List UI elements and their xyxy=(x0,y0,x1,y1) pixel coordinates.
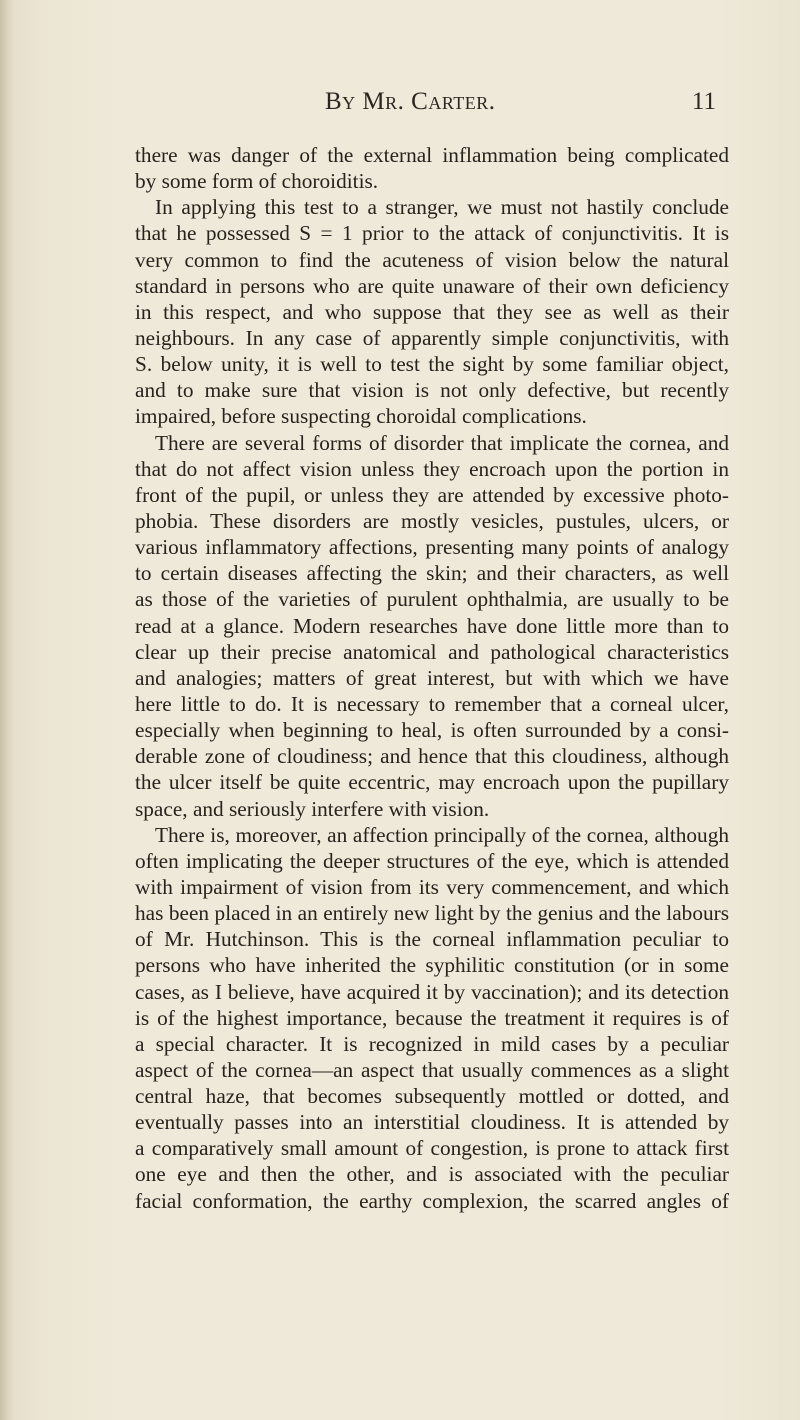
text-line: here little to do. It is necessary to remember that a corneal ulcer, xyxy=(135,691,729,716)
text-line: clear up their precise anatomical and pathological characteristics xyxy=(135,639,729,664)
text-line: and analogies; matters of great interest, but with which we have xyxy=(135,665,729,690)
text-line: standard in persons who are quite unaware of their own deficiency xyxy=(135,273,729,298)
text-line: especially when beginning to heal, is often surrounded by a consi- xyxy=(135,718,729,743)
text-line: that do not affect vision unless they encroach upon the portion in xyxy=(135,456,729,481)
text-line: to certain diseases affecting the skin; and their characters, as well xyxy=(135,561,729,586)
text-line: impaired, before suspecting choroidal complications. xyxy=(135,404,587,429)
text-line: there was danger of the external inflammation being complicated xyxy=(135,143,729,167)
text-line: cases, as I believe, have acquired it by vaccination); and its detection xyxy=(135,979,729,1004)
text-line: neighbours. In any case of apparently simple conjunctivitis, with xyxy=(135,325,729,350)
page-gutter-shadow xyxy=(0,0,14,1420)
text-line: one eye and then the other, and is associated with the peculiar xyxy=(135,1162,729,1187)
text-line: eventually passes into an interstitial cloudiness. It is attended by xyxy=(135,1110,729,1135)
text-line: and to make sure that vision is not only defective, but recently xyxy=(135,378,729,403)
text-line: that he possessed S = 1 prior to the attack of conjunctivitis. It is xyxy=(135,221,729,246)
text-line: facial conformation, the earthy complexion, the scarred angles of xyxy=(135,1188,729,1213)
text-line: space, and seriously interfere with vision. xyxy=(135,796,490,821)
page-number: 11 xyxy=(691,88,716,115)
text-line: There is, moreover, an affection principally of the cornea, although xyxy=(155,822,729,847)
text-line: by some form of choroiditis. xyxy=(135,169,379,194)
text-line: has been placed in an entirely new light by the genius and the labours xyxy=(135,901,729,926)
text-line: front of the pupil, or unless they are attended by excessive photo- xyxy=(135,482,729,507)
text-line: various inflammatory affections, presenting many points of analogy xyxy=(135,535,729,560)
text-line: often implicating the deeper structures of the eye, which is attended xyxy=(135,848,729,873)
text-line: as those of the varieties of purulent ophthalmia, are usually to be xyxy=(135,587,729,612)
text-line: There are several forms of disorder that implicate the cornea, and xyxy=(155,430,729,455)
text-line: phobia. These disorders are mostly vesicles, pustules, ulcers, or xyxy=(135,508,729,533)
text-line: persons who have inherited the syphilitic constitution (or in some xyxy=(135,953,729,978)
running-head: By Mr. Carter. xyxy=(325,88,496,115)
body-text xyxy=(135,142,729,1214)
text-line: very common to find the acuteness of vision below the natural xyxy=(135,247,729,272)
text-line: S. below unity, it is well to test the sight by some familiar object, xyxy=(135,352,729,377)
text-line: derable zone of cloudiness; and hence that this cloudiness, although xyxy=(135,744,729,769)
text-line: a special character. It is recognized in mild cases by a peculiar xyxy=(135,1031,729,1056)
text-line: aspect of the cornea—an aspect that usually commences as a slight xyxy=(135,1057,729,1082)
text-line: the ulcer itself be quite eccentric, may encroach upon the pupillary xyxy=(135,770,729,795)
text-line: In applying this test to a stranger, we must not hastily conclude xyxy=(155,195,729,220)
text-line: of Mr. Hutchinson. This is the corneal inflammation peculiar to xyxy=(135,927,729,952)
text-line: a comparatively small amount of congestion, is prone to attack first xyxy=(135,1136,729,1161)
text-line: in this respect, and who suppose that they see as well as their xyxy=(135,299,729,324)
text-line: central haze, that becomes subsequently mottled or dotted, and xyxy=(135,1084,729,1109)
page-header xyxy=(0,88,800,122)
text-line: with impairment of vision from its very commencement, and which xyxy=(135,874,729,899)
text-line: is of the highest importance, because the treatment it requires is of xyxy=(135,1005,729,1030)
text-line: read at a glance. Modern researches have done little more than to xyxy=(135,613,729,638)
